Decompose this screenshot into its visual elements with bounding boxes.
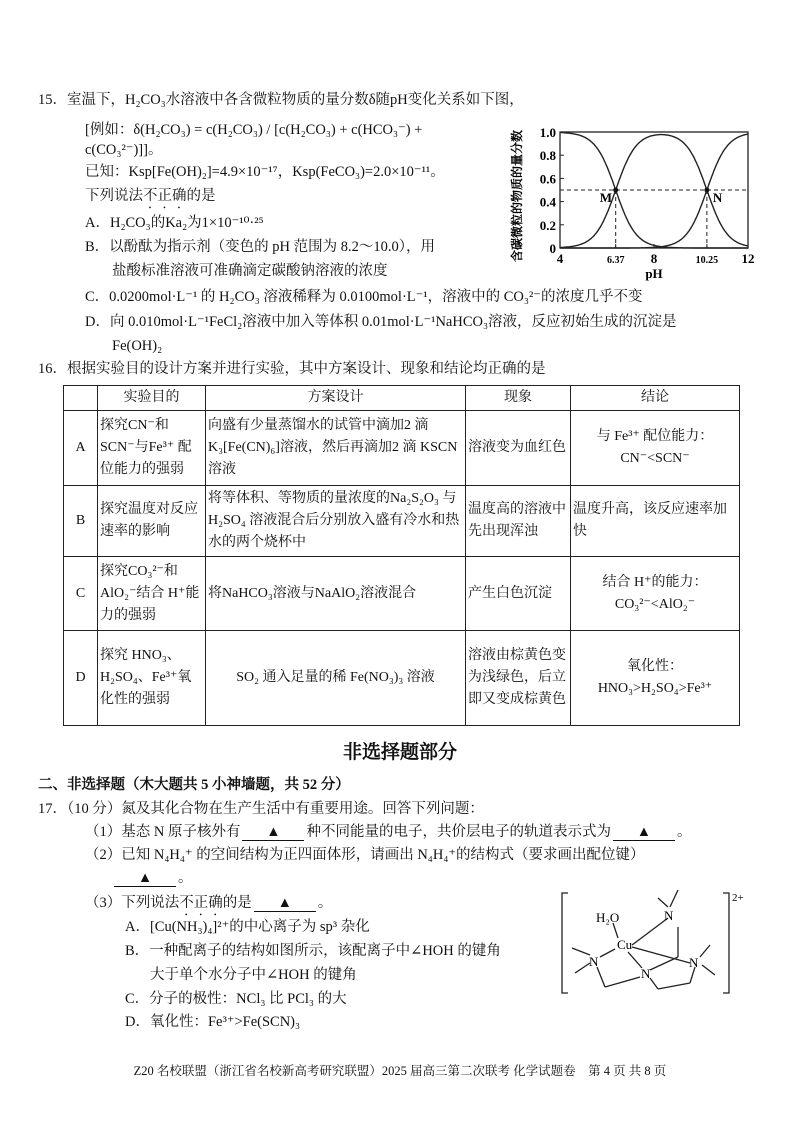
conclusion-cell [571, 631, 740, 726]
phenomenon-cell: 温度高的溶液中先出现浑浊 [466, 486, 571, 557]
y-tick-label: 1.0 [539, 125, 556, 140]
q15-known: 已知：Ksp[Fe(OH)₂]=4.9×10⁻¹⁷，Ksp(FeCO₃)=2.0×10⁻¹¹。 [85, 164, 445, 180]
table-row [64, 631, 740, 726]
distribution-chart [505, 105, 795, 285]
design-cell: 将NaHCO₃溶液与NaAlO₂溶液混合 [206, 557, 466, 631]
x-axis-label: pH [645, 266, 663, 281]
q15-option-c: C．0.0200mol·L⁻¹ 的 H₂CO₃ 溶液稀释为 0.0100mol·L⁻¹，溶液中的 CO₃²⁻的浓度几乎不变 [85, 289, 643, 305]
experiment-table [63, 385, 740, 726]
q17-part3 [85, 893, 332, 919]
copper-complex-structure [560, 885, 780, 1000]
answer-blank[interactable]: ▲ [613, 824, 675, 841]
purpose-cell: 探究CO₃²⁻和AlO₂⁻结合 H⁺能力的强弱 [98, 557, 206, 631]
text: （3）下列说法 [85, 895, 180, 911]
conclusion-line: HNO₃>H₂SO₄>Fe³⁺ [597, 681, 713, 696]
table-row [64, 557, 740, 631]
answer-blank[interactable]: ▲ [114, 870, 176, 887]
design-cell: 将等体积、等物质的量浓度的Na₂S₂O₃ 与 H₂SO₄ 溶液混合后分别放入盛有冷水和热水的两个烧杯中 [206, 486, 466, 557]
conclusion-line: 温度升高，该反应速率加快 [573, 502, 727, 539]
x-tick-label: 6.37 [606, 255, 625, 266]
row-label: B [64, 486, 98, 557]
conclusion-cell [571, 486, 740, 557]
x-tick-label: 10.25 [695, 255, 719, 266]
x-tick-label: 4 [556, 251, 564, 266]
answer-blank[interactable]: ▲ [242, 824, 304, 841]
text: 种不同能量的电子，共价层电子的轨道表示式为 [306, 824, 611, 840]
purpose-cell: 探究 HNO₃、H₂SO₄、Fe³⁺氧化性的强弱 [98, 631, 206, 726]
design-cell: SO₂ 通入足量的稀 Fe(NO₃)₃ 溶液 [206, 631, 466, 726]
purpose-cell: 探究温度对反应速率的影响 [98, 486, 206, 557]
conclusion-line: 氧化性： [627, 659, 683, 674]
header-cell [64, 386, 98, 411]
conclusion-line: CO₃²⁻<AlO₂⁻ [614, 596, 696, 612]
q17-part2: （2）已知 N₄H₄⁺ 的空间结构为正四面体形，请画出 N₄H₄⁺的结构式（要求画出配位键） [85, 847, 645, 863]
y-tick-label: 0.6 [539, 171, 556, 187]
text: 。 [676, 824, 692, 840]
header-cell: 实验目的 [98, 386, 206, 411]
point-label: M [599, 190, 612, 205]
h2o-label: H₂O [596, 910, 620, 925]
n-label: N [589, 954, 599, 969]
q15-ask [85, 186, 216, 212]
q15-option-b-cont: 盐酸标准溶液可准确滴定碳酸钠溶液的浓度 [112, 263, 388, 279]
q17-part1 [85, 822, 691, 842]
ask-text: 的是 [186, 188, 216, 204]
q17-option-b: B．一种配离子的结构如图所示，该配离子中∠HOH 的键角 [125, 943, 501, 959]
row-label: D [64, 631, 98, 726]
conclusion-cell [571, 411, 740, 486]
header-cell: 现象 [466, 386, 571, 411]
point-label: N [712, 190, 723, 205]
page-footer: Z20 名校联盟（浙江省名校新高考研究联盟）2025 届高三第二次联考 化学试题卷 第 4 页 共 8 页 [133, 1064, 667, 1078]
conclusion-cell [571, 557, 740, 631]
text: 。 [178, 870, 193, 886]
q15-stem: 15．室温下，H₂CO₃水溶液中各含微粒物质的量分数δ随pH变化关系如下图， [38, 92, 524, 108]
ask-emphasis: 不正确 [143, 188, 187, 204]
x-tick-label: 8 [650, 251, 658, 266]
y-tick-label: 0.2 [539, 217, 556, 233]
phenomenon-cell: 溶液变为血红色 [466, 411, 571, 486]
charge-label: 2+ [732, 892, 744, 904]
point-marker [704, 188, 709, 193]
q16-stem: 16．根据实验目的设计方案并进行实验，其中方案设计、现象和结论均正确的是 [38, 361, 546, 377]
y-axis-label: 含碳微粒的物质的量分数 [510, 129, 524, 262]
q15-option-a: A．H₂CO₃的Ka₂为1×10⁻¹⁰·²⁵ [85, 215, 264, 231]
conclusion-line: 结合 H⁺的能力： [602, 574, 708, 590]
text: 。 [317, 895, 333, 911]
row-label: A [64, 411, 98, 486]
conclusion-line: 与 Fe³⁺ 配位能力： [596, 429, 714, 444]
q17-stem: 17．（10 分）氮及其化合物在生产生活中有重要用途。回答下列问题： [38, 801, 484, 817]
q15-example-formula: [例如：δ(H₂CO₃) = c(H₂CO₃) / [c(H₂CO₃) + c(HCO₃⁻) + c(CO₃²⁻)]]。 [85, 122, 423, 158]
design-cell: 向盛有少量蒸馏水的试管中滴加2 滴 K₃[Fe(CN)₆]溶液，然后再滴加2 滴 KSCN 溶液 [206, 411, 466, 486]
q15-option-d-cont: Fe(OH)₂ [112, 338, 163, 354]
q17-part2-blank [112, 868, 193, 888]
text: （1）基态 N 原子核外有 [85, 824, 241, 840]
y-tick-label: 0.8 [539, 148, 556, 164]
table-header-row [64, 386, 740, 411]
conclusion-line: CN⁻<SCN⁻ [620, 451, 690, 466]
n-label: N [664, 908, 674, 923]
text: 的是 [222, 895, 252, 911]
ask-emphasis: 不正确 [179, 895, 223, 911]
cu-label: Cu [617, 937, 633, 952]
ask-text: 下列说法 [85, 188, 143, 204]
purpose-cell: 探究CN⁻和SCN⁻与Fe³⁺ 配位能力的强弱 [98, 411, 206, 486]
y-tick-label: 0.4 [539, 194, 556, 210]
row-label: C [64, 557, 98, 631]
part2-heading: 二、非选择题（木大题共 5 小神墙题，共 52 分） [38, 777, 350, 793]
q17-option-b-cont: 大于单个水分子中∠HOH 的键角 [150, 967, 357, 983]
q15-option-d: D．向 0.010mol·L⁻¹FeCl₂溶液中加入等体积 0.01mol·L⁻¹NaHCO₃溶液，反应初始生成的沉淀是 [85, 314, 677, 330]
n-label: N [689, 955, 699, 970]
phenomenon-cell: 溶液由棕黄色变为浅绿色，后立即又变成棕黄色 [466, 631, 571, 726]
q17-option-d: D．氧化性：Fe³⁺>Fe(SCN)₃ [125, 1014, 301, 1030]
header-cell: 结论 [571, 386, 740, 411]
section-title: 非选择题部分 [342, 741, 457, 763]
table-row [64, 486, 740, 557]
q15-option-b: B．以酚酞为指示剂（变色的 pH 范围为 8.2～10.0），用 [85, 239, 436, 255]
y-tick-label: 0 [549, 241, 556, 256]
q17-option-a: A．[Cu(NH₃)₄]²⁺的中心离子为 sp³ 杂化 [125, 919, 370, 935]
q17-option-c: C．分子的极性：NCl₃ 比 PCl₃ 的大 [125, 991, 347, 1007]
point-marker [613, 188, 618, 193]
phenomenon-cell: 产生白色沉淀 [466, 557, 571, 631]
answer-blank[interactable]: ▲ [254, 895, 316, 912]
x-tick-label: 12 [741, 251, 755, 266]
n-label: N [641, 966, 651, 981]
table-row [64, 411, 740, 486]
header-cell: 方案设计 [206, 386, 466, 411]
